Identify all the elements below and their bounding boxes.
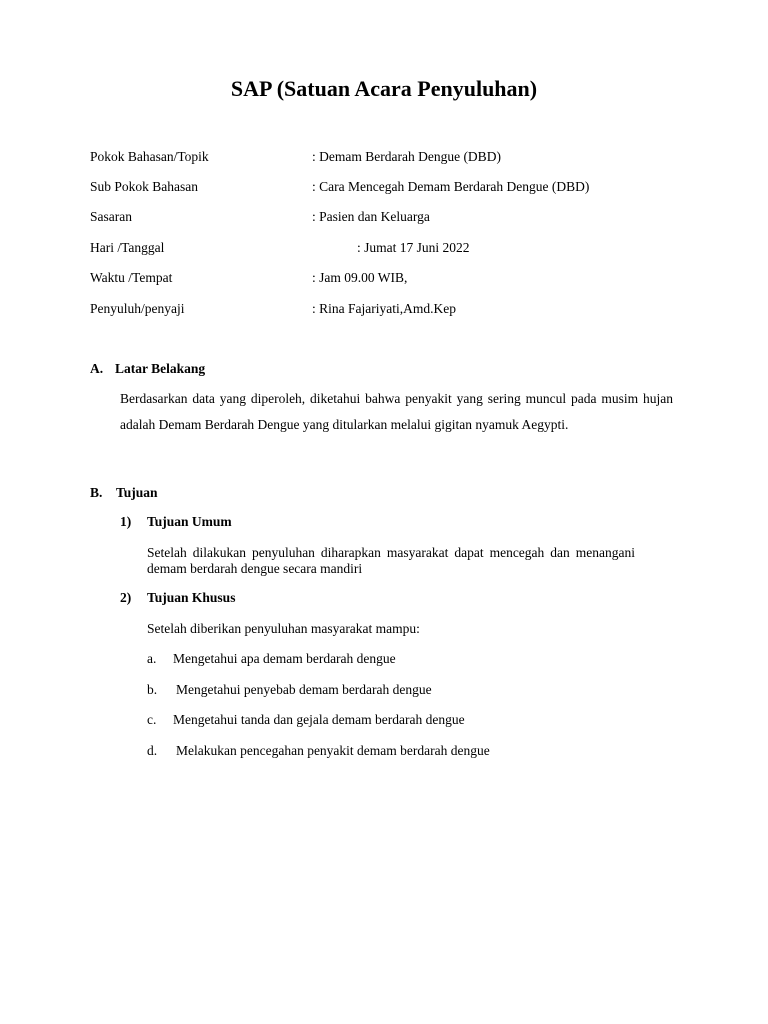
subsection-title: Tujuan Khusus bbox=[147, 590, 236, 605]
info-label: Pokok Bahasan/Topik bbox=[90, 149, 209, 164]
list-letter: c. bbox=[147, 712, 157, 727]
info-label: Sasaran bbox=[90, 209, 132, 224]
info-row-sub-pokok bbox=[90, 179, 690, 199]
list-text: Mengetahui apa demam berdarah dengue bbox=[173, 651, 396, 666]
section-marker: A. bbox=[90, 361, 104, 376]
list-letter: d. bbox=[147, 743, 158, 758]
info-row-penyuluh bbox=[90, 301, 690, 321]
list-text: Mengetahui penyebab demam berdarah dengue bbox=[176, 682, 432, 697]
subsection-umum-heading bbox=[120, 514, 232, 530]
info-value: : Pasien dan Keluarga bbox=[312, 209, 430, 224]
info-label: Hari /Tanggal bbox=[90, 240, 165, 255]
subsection-marker: 2) bbox=[120, 590, 132, 605]
subsection-khusus-heading bbox=[120, 590, 235, 606]
list-letter: a. bbox=[147, 651, 157, 666]
section-a-heading bbox=[90, 361, 205, 377]
info-value: : Cara Mencegah Demam Berdarah Dengue (DBD) bbox=[312, 179, 590, 194]
subsection-title: Tujuan Umum bbox=[147, 514, 232, 529]
list-text: Mengetahui tanda dan gejala demam berdarah dengue bbox=[173, 712, 465, 727]
info-value: : Jam 09.00 WIB, bbox=[312, 270, 408, 285]
section-title: Latar Belakang bbox=[115, 361, 206, 376]
document-title: SAP (Satuan Acara Penyuluhan) bbox=[230, 76, 538, 101]
subsection-umum-paragraph: Setelah dilakukan penyuluhan diharapkan masyarakat dapat mencegah dan menangani demam berdarah dengue secara mandiri bbox=[147, 545, 635, 576]
subsection-marker: 1) bbox=[120, 514, 132, 529]
section-marker: B. bbox=[90, 485, 103, 500]
info-row-hari-tanggal bbox=[90, 240, 690, 260]
info-value: : Rina Fajariyati,Amd.Kep bbox=[312, 301, 456, 316]
subsection-khusus-intro: Setelah diberikan penyuluhan masyarakat mampu: bbox=[147, 621, 420, 636]
list-item bbox=[147, 743, 647, 763]
info-label: Waktu /Tempat bbox=[90, 270, 173, 285]
section-b-heading bbox=[90, 485, 158, 501]
list-letter: b. bbox=[147, 682, 158, 697]
info-value: : Jumat 17 Juni 2022 bbox=[357, 240, 470, 255]
info-label: Sub Pokok Bahasan bbox=[90, 179, 198, 194]
list-item bbox=[147, 651, 647, 671]
list-item bbox=[147, 712, 647, 732]
list-text: Melakukan pencegahan penyakit demam berdarah dengue bbox=[176, 743, 490, 758]
section-title: Tujuan bbox=[116, 485, 158, 500]
info-value: : Demam Berdarah Dengue (DBD) bbox=[312, 149, 501, 164]
info-row-sasaran bbox=[90, 209, 690, 229]
info-row-waktu-tempat bbox=[90, 270, 690, 290]
info-label: Penyuluh/penyaji bbox=[90, 301, 185, 316]
section-a-paragraph: Berdasarkan data yang diperoleh, diketahui bahwa penyakit yang sering muncul pada musim hujan adalah Demam Berdarah Dengue yang ditularkan melalui gigitan nyamuk Aegypti. bbox=[120, 391, 673, 432]
list-item bbox=[147, 682, 647, 702]
info-row-topik bbox=[90, 149, 690, 169]
